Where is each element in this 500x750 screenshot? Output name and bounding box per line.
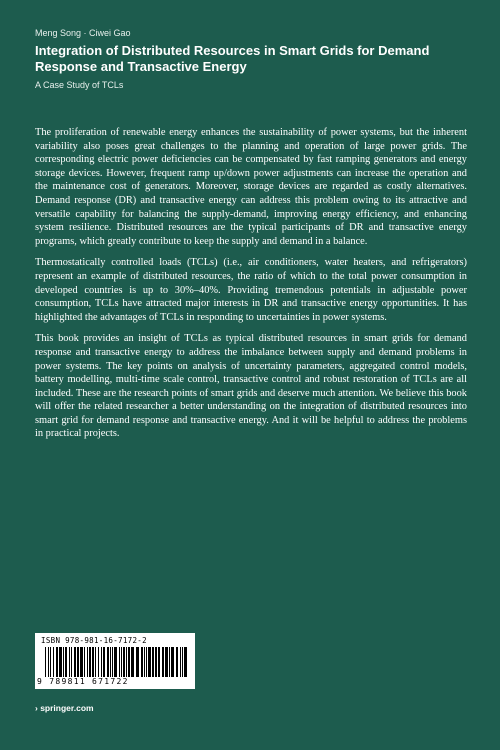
publisher-link[interactable]: › springer.com: [35, 703, 94, 713]
barcode-bar: [50, 647, 51, 677]
barcode-bar: [63, 647, 64, 677]
barcode-bar: [53, 647, 54, 677]
barcode-bar: [71, 647, 72, 677]
barcode-bar: [128, 647, 130, 677]
barcode-bar: [176, 647, 178, 677]
barcode-bar: [136, 647, 139, 677]
authors: Meng Song · Ciwei Gao: [35, 28, 131, 38]
barcode-bar: [107, 647, 109, 677]
barcode-bar: [101, 647, 102, 677]
barcode-bar: [74, 647, 76, 677]
barcode-bar: [95, 647, 96, 677]
barcode-bar: [103, 647, 105, 677]
barcode-bar: [114, 647, 117, 677]
barcode: [35, 633, 195, 689]
barcode-bar: [77, 647, 79, 677]
barcode-bar: [146, 647, 147, 677]
book-subtitle: A Case Study of TCLs: [35, 80, 124, 90]
barcode-digits: 9 789811 671722: [37, 677, 129, 686]
barcode-bar: [110, 647, 111, 677]
barcode-bar: [119, 647, 120, 677]
barcode-bar: [45, 647, 46, 677]
barcode-bar: [165, 647, 168, 677]
barcode-bar: [152, 647, 154, 677]
barcode-bar: [59, 647, 62, 677]
barcode-bar: [158, 647, 160, 677]
isbn-label: ISBN 978-981-16-7172-2: [41, 636, 147, 645]
barcode-bar: [144, 647, 145, 677]
barcode-bar: [112, 647, 113, 677]
barcode-bar: [171, 647, 174, 677]
barcode-bar: [148, 647, 151, 677]
barcode-bar: [126, 647, 127, 677]
blurb-paragraph: This book provides an insight of TCLs as typical distributed resources in smart grids for demand response and transactive energy to address the imbalance between supply and demand problems in power systems. The key points on analysis of uncertainty parameters, aggregated control models, battery modelling, multi-time scale control, transactive control and robust restoration of TCLs are all included. These are the research points of smart grids and deserve much attention. We believe this book will offer the related researcher a better understanding on the integration of distributed resources into smart grid for demand response and transactive energy. And it will be helpful to address the problems in practical projects.: [35, 333, 467, 440]
barcode-bars: [45, 647, 187, 677]
barcode-bar: [121, 647, 122, 677]
barcode-bar: [141, 647, 143, 677]
barcode-bar: [169, 647, 170, 677]
barcode-bar: [162, 647, 164, 677]
blurb-paragraph: The proliferation of renewable energy enhances the sustainability of power systems, but the inherent variability also poses great challenges to the planning and operation of large power grids. The corresponding electric power deficiencies can be compensated by fast ramping generators and energy storage devices. However, frequent ramp up/down power adjustments can increase the operation and the maintenance cost of generators. Moreover, storage devices are regarded as costly alternatives. Demand response (DR) and transactive energy can address this problem owing to its attractive and versatile capability for balancing the supply-demand, improving energy efficiency, and enhancing system resilience. Distributed resources are the typical participants of DR and transactive energy programs, which greatly contribute to keep the supply and demand in a balance.: [35, 127, 467, 247]
barcode-bar: [184, 647, 187, 677]
barcode-bar: [69, 647, 70, 677]
barcode-bar: [98, 647, 99, 677]
blurb: [35, 126, 467, 449]
barcode-bar: [131, 647, 134, 677]
barcode-bar: [48, 647, 49, 677]
barcode-bar: [80, 647, 83, 677]
barcode-bar: [84, 647, 85, 677]
blurb-paragraph: Thermostatically controlled loads (TCLs) (i.e., air conditioners, water heaters, and refrigerators) represent an example of distributed resources, the ratio of which to the total power consumption in developed countries is up to 30%–40%. Providing tremendous potentials in adjustable power consumption, TCLs have attracted major interests in DR and transactive energy opportunities. It has highlighted the advantages of TCLs in responding to uncertainties in power systems.: [35, 257, 467, 323]
barcode-bar: [180, 647, 181, 677]
barcode-bar: [123, 647, 125, 677]
barcode-bar: [89, 647, 91, 677]
barcode-bar: [92, 647, 94, 677]
barcode-bar: [155, 647, 157, 677]
barcode-bar: [65, 647, 67, 677]
book-title: Integration of Distributed Resources in Smart Grids for Demand Response and Transactive Energy: [35, 43, 430, 74]
barcode-bar: [56, 647, 58, 677]
barcode-bar: [182, 647, 183, 677]
barcode-bar: [87, 647, 88, 677]
